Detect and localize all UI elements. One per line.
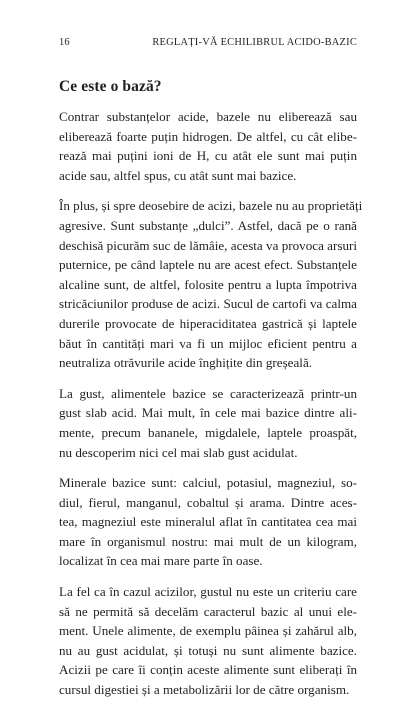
text-line: durerile provocate de hiperaciditatea gastrică și laptele [59, 315, 357, 331]
paragraph-properties [59, 196, 363, 372]
paragraph-definition [59, 107, 357, 185]
text-line: În plus, și spre deosebire de acizi, bazele nu au proprietăți [59, 198, 363, 214]
text-line: cursul digestiei și a metabolizării lor de către organism. [59, 682, 350, 698]
text-line: alcaline sunt, de altfel, folosite pentru a lupta împotriva [59, 276, 357, 292]
running-title: REGLAȚI-VĂ ECHILIBRUL ACIDO-BAZIC [152, 37, 357, 48]
body-text [59, 107, 363, 711]
text-line: ment. Unele alimente, de exemplu pâinea și zahărul alb, [59, 623, 357, 639]
text-line: diul, fierul, manganul, cobaltul și arama. Dintre aces- [59, 494, 357, 510]
text-line: deschisă picurăm suc de lămâie, acesta va provoca arsuri [59, 237, 357, 253]
text-line: nu au gust acidulat, și totuși nu sunt alimente bazice. [59, 642, 357, 658]
text-line: Minerale bazice sunt: calciul, potasiul, magneziul, so- [59, 475, 357, 491]
text-line: stricăciunilor produse de acizi. Sucul de cartofi va calma [59, 296, 357, 312]
text-line: eliberează foarte puțin hidrogen. De altfel, cu cât elibe- [59, 128, 357, 144]
text-line: La gust, alimentele bazice se caracterizează printr-un [59, 385, 357, 401]
text-line: nu descoperim nici cel mai slab gust acidulat. [59, 444, 298, 460]
text-line: gust slab acid. Mai mult, în cele mai bazice dintre ali- [59, 405, 357, 421]
text-line: mente, precum bananele, migdalele, laptele proaspăt, [59, 424, 357, 440]
running-header [59, 37, 357, 53]
text-line: Contrar substanțelor acide, bazele nu eliberează sau [59, 109, 357, 124]
text-line: agresive. Sunt substanțe „dulci”. Astfel, dacă pe o rană [59, 217, 357, 233]
text-line: rează mai puțini ioni de H, cu atât ele sunt mai puțin [59, 148, 357, 164]
paragraph-criteria [59, 582, 357, 700]
paragraph-taste [59, 384, 357, 462]
text-line: Acizii pe care îi conțin aceste alimente sunt eliberați în [59, 662, 357, 678]
text-line: localizat în cea mai mare parte în oase. [59, 553, 263, 569]
text-line: puternice, pe când laptele nu are acest efect. Substanțele [59, 257, 357, 273]
text-line: tea, magneziul este mineralul aflat în cantitatea cea mai [59, 514, 357, 530]
section-title: Ce este o bază? [59, 78, 162, 95]
text-line: mare în organismul nostru: mai mult de un kilogram, [59, 533, 357, 549]
text-line: să ne permită să decelăm caracterul bazic al unui ele- [59, 603, 357, 619]
paragraph-minerals [59, 473, 357, 571]
text-line: neutraliza otrăvurile acide înghițite din greșeală. [59, 355, 313, 371]
page-number: 16 [59, 37, 70, 48]
text-line: La fel ca în cazul acizilor, gustul nu este un criteriu care [59, 584, 357, 600]
text-line: acide sau, altfel spus, cu atât sunt mai bazice. [59, 167, 297, 183]
text-line: băut în cantități mari va fi un mijloc eficient pentru a [59, 335, 357, 351]
